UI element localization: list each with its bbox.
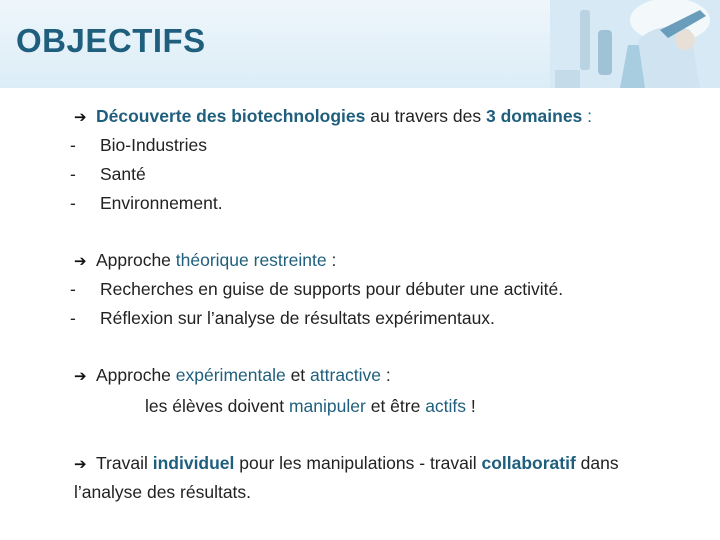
arrow-right-icon: ➔: [74, 368, 87, 385]
section-2-intro: ➔ Approche théorique restreinte :: [74, 249, 336, 273]
list-item: - Environnement.: [70, 193, 223, 213]
list-item: - Bio-Industries: [70, 135, 207, 155]
page-title: OBJECTIFS: [16, 22, 206, 59]
list-item: - Recherches en guise de supports pour débuter une activité.: [70, 279, 564, 299]
laboratory-photo: [550, 0, 720, 88]
section-4-intro: ➔ Travail individuel pour les manipulations - travail collaboratif dans: [74, 452, 619, 476]
section-1-intro: ➔ Découverte des biotechnologies au travers des 3 domaines :: [74, 105, 592, 129]
dash-bullet: -: [70, 279, 76, 299]
list-item: - Santé: [70, 164, 146, 184]
dash-bullet: -: [70, 164, 76, 184]
section-3-detail: les élèves doivent manipuler et être actifs !: [145, 396, 476, 416]
dash-bullet: -: [70, 135, 76, 155]
dash-bullet: -: [70, 193, 76, 213]
dash-bullet: -: [70, 308, 76, 328]
arrow-right-icon: ➔: [74, 253, 87, 270]
arrow-right-icon: ➔: [74, 456, 87, 473]
section-3-intro: ➔ Approche expérimentale et attractive :: [74, 364, 391, 388]
arrow-right-icon: ➔: [74, 109, 87, 126]
list-item: - Réflexion sur l’analyse de résultats expérimentaux.: [70, 308, 495, 328]
header-banner: [0, 0, 720, 88]
section-4-continuation: l’analyse des résultats.: [74, 482, 252, 502]
